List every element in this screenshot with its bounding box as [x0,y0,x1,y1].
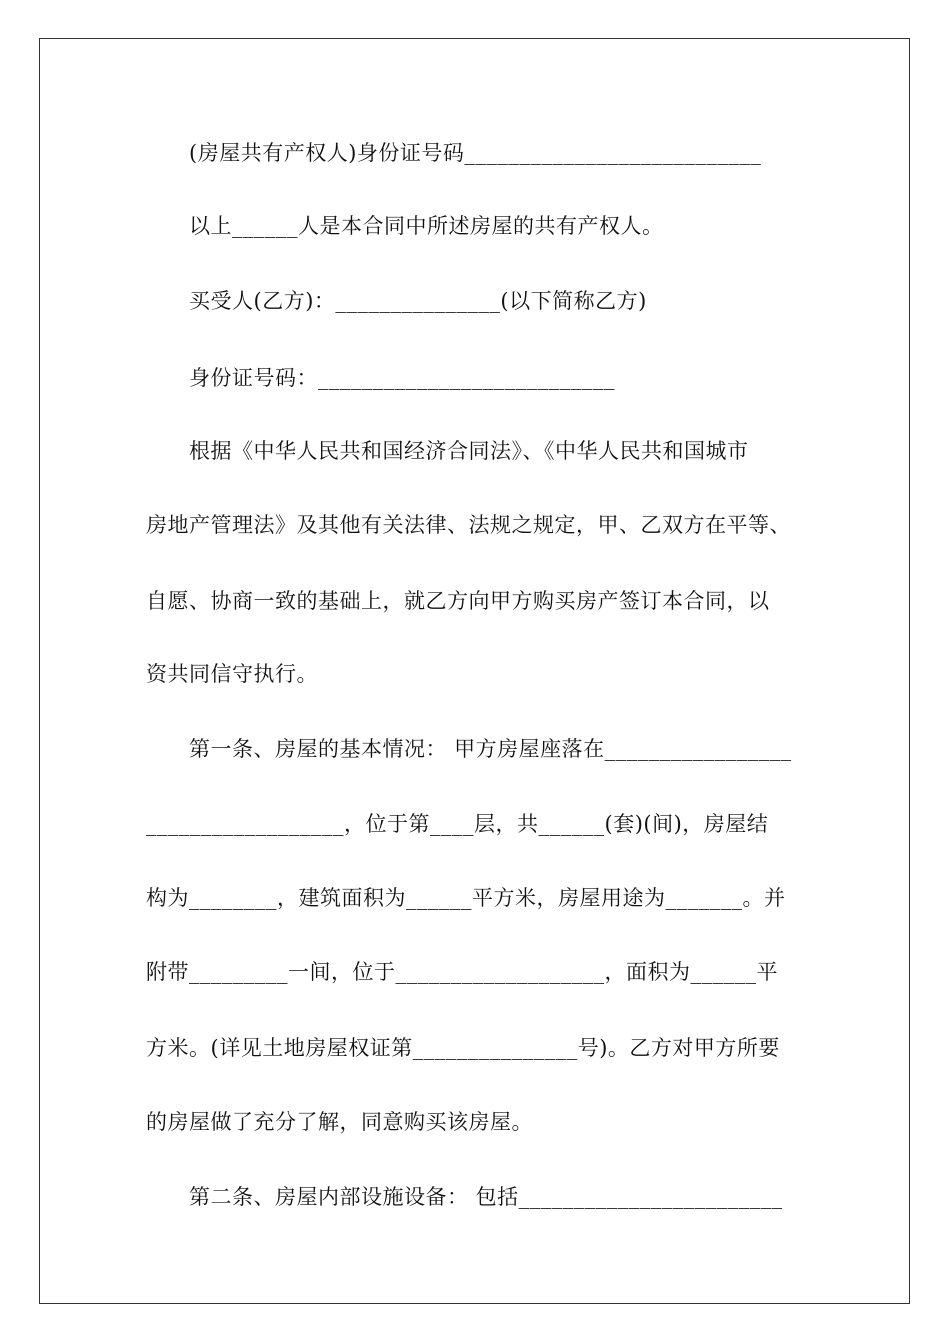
buyer-line: 买受人(乙方)：_______________(以下简称乙方) [189,289,647,313]
buyer-id-line: 身份证号码：___________________________ [189,366,615,390]
co-owner-count-line: 以上______人是本合同中所述房屋的共有产权人。 [189,214,664,238]
paragraph-basis-line-1: 根据《中华人民共和国经济合同法》、《中华人民共和国城市 [189,439,749,463]
co-owner-id-line: (房屋共有产权人)身份证号码___________________________ [189,141,762,165]
article-1-line-4: 附带_________一间，位于___________________，面积为______平 [146,960,778,984]
article-1-line-6: 的房屋做了充分了解，同意购买该房屋。 [146,1110,533,1134]
paragraph-basis-line-3: 自愿、协商一致的基础上，就乙方向甲方购买房产签订本合同，以 [146,589,770,613]
article-1-line-5: 方米。(详见土地房屋权证第_______________号)。乙方对甲方所要 [146,1036,780,1060]
paragraph-basis-line-4: 资共同信守执行。 [146,662,318,686]
article-1-line-1: 第一条、房屋的基本情况： 甲方房屋座落在_________________ [189,737,792,761]
article-2-line-1: 第二条、房屋内部设施设备： 包括________________________ [189,1185,783,1209]
article-1-line-3: 构为________，建筑面积为______平方米，房屋用途为_______。并 [146,886,786,910]
article-1-line-2: __________________，位于第____层，共______(套)(间)，房屋结 [146,812,769,836]
paragraph-basis-line-2: 房地产管理法》及其他有关法律、法规之规定，甲、乙双方在平等、 [146,513,791,537]
